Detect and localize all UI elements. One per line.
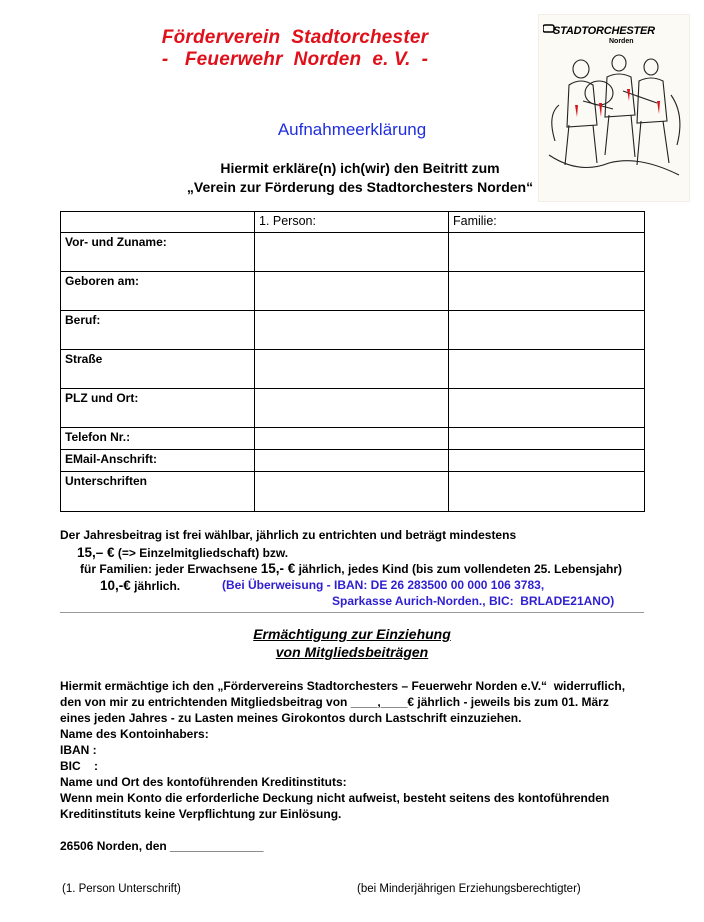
mandate-title-line2: von Mitgliedsbeiträgen bbox=[275, 644, 429, 660]
mandate-text-line3: eines jeden Jahres - zu Lasten meines Girokontos durch Lastschrift einzuziehen. bbox=[60, 711, 522, 725]
table-row bbox=[61, 472, 645, 512]
fee-single-text: (=> Einzelmitgliedschaft) bzw. bbox=[114, 546, 289, 560]
family-signature-field[interactable] bbox=[449, 472, 645, 512]
person-email-field[interactable] bbox=[255, 450, 449, 472]
table-row bbox=[61, 311, 645, 350]
row-label-birth: Geboren am: bbox=[61, 272, 255, 311]
membership-form-table bbox=[60, 211, 645, 512]
fee-text-line2 bbox=[77, 545, 288, 560]
row-label-signatures: Unterschriften bbox=[61, 472, 255, 512]
bank-details-line1: (Bei Überweisung - IBAN: DE 26 283500 00 000 106 3783, bbox=[222, 578, 545, 592]
account-holder-label: Name des Kontoinhabers: bbox=[60, 727, 209, 741]
bic-label: BIC : bbox=[60, 759, 98, 773]
family-city-field[interactable] bbox=[449, 389, 645, 428]
column-header-family: Familie: bbox=[449, 212, 645, 233]
bank-name-label: Name und Ort des kontoführenden Kreditinstituts: bbox=[60, 775, 347, 789]
signature-label-person: (1. Person Unterschrift) bbox=[62, 883, 181, 895]
org-title-line1: Förderverein Stadtorchester bbox=[161, 27, 429, 48]
intro-line1: Hiermit erkläre(n) ich(wir) den Beitritt zum bbox=[220, 160, 500, 176]
signature-label-guardian: (bei Minderjährigen Erziehungsberechtigter) bbox=[357, 883, 581, 895]
fee-text-line1: Der Jahresbeitrag ist frei wählbar, jährlich zu entrichten und beträgt mindestens bbox=[60, 528, 517, 542]
logo-text: STADTORCHESTER bbox=[553, 25, 655, 37]
fee-family-prefix: für Familien: jeder Erwachsene bbox=[80, 562, 261, 576]
fee-child-amount: 10,-€ bbox=[100, 578, 131, 593]
logo-subtext: Norden bbox=[609, 38, 634, 45]
page-title: Aufnahmeerklärung bbox=[277, 120, 427, 139]
mandate-text-line8: Wenn mein Konto die erforderliche Deckung nicht aufweist, besteht seitens des kontoführenden bbox=[60, 791, 610, 805]
row-label-email: EMail-Anschrift: bbox=[61, 450, 255, 472]
table-header-row bbox=[61, 212, 645, 233]
fee-single-amount: 15,– € bbox=[77, 545, 115, 560]
family-birth-field[interactable] bbox=[449, 272, 645, 311]
mandate-text-line2: den von mir zu entrichtenden Mitgliedsbeitrag von ____,____€ jährlich - jeweils bis zum 01. März bbox=[60, 695, 609, 709]
person-signature-field[interactable] bbox=[255, 472, 449, 512]
person-name-field[interactable] bbox=[255, 233, 449, 272]
table-row bbox=[61, 389, 645, 428]
table-row bbox=[61, 350, 645, 389]
person-city-field[interactable] bbox=[255, 389, 449, 428]
place-date-line: 26506 Norden, den ______________ bbox=[60, 839, 264, 853]
table-row bbox=[61, 272, 645, 311]
fee-text-line4 bbox=[100, 578, 180, 593]
family-phone-field[interactable] bbox=[449, 428, 645, 450]
family-street-field[interactable] bbox=[449, 350, 645, 389]
person-phone-field[interactable] bbox=[255, 428, 449, 450]
mandate-text-line9: Kreditinstituts keine Verpflichtung zur Einlösung. bbox=[60, 807, 342, 821]
family-name-field[interactable] bbox=[449, 233, 645, 272]
section-divider bbox=[60, 612, 644, 613]
row-label-phone: Telefon Nr.: bbox=[61, 428, 255, 450]
person-birth-field[interactable] bbox=[255, 272, 449, 311]
table-row bbox=[61, 428, 645, 450]
row-label-name: Vor- und Zuname: bbox=[61, 233, 255, 272]
iban-label: IBAN : bbox=[60, 743, 97, 757]
fee-text-line3 bbox=[80, 561, 622, 576]
intro-line2: „Verein zur Förderung des Stadtorchesters Norden“ bbox=[186, 179, 534, 195]
mandate-text-line1: Hiermit ermächtige ich den „Fördervereins Stadtorchesters – Feuerwehr Norden e.V.“ widerruflich, bbox=[60, 679, 626, 693]
mandate-title-line1: Ermächtigung zur Einziehung bbox=[253, 626, 451, 642]
family-email-field[interactable] bbox=[449, 450, 645, 472]
table-row bbox=[61, 233, 645, 272]
header-blank-cell bbox=[61, 212, 255, 233]
table-row bbox=[61, 450, 645, 472]
row-label-street: Straße bbox=[61, 350, 255, 389]
fee-family-text: jährlich, jedes Kind (bis zum vollendeten 25. Lebensjahr) bbox=[295, 562, 623, 576]
column-header-person: 1. Person: bbox=[255, 212, 449, 233]
person-occupation-field[interactable] bbox=[255, 311, 449, 350]
person-street-field[interactable] bbox=[255, 350, 449, 389]
bank-details-line2: Sparkasse Aurich-Norden., BIC: BRLADE21ANO) bbox=[332, 594, 615, 608]
row-label-occupation: Beruf: bbox=[61, 311, 255, 350]
family-occupation-field[interactable] bbox=[449, 311, 645, 350]
row-label-city: PLZ und Ort: bbox=[61, 389, 255, 428]
fee-adult-amount: 15,- € bbox=[260, 561, 296, 576]
org-title-line2: - Feuerwehr Norden e. V. - bbox=[161, 49, 429, 70]
fee-child-text: jährlich. bbox=[130, 579, 181, 593]
